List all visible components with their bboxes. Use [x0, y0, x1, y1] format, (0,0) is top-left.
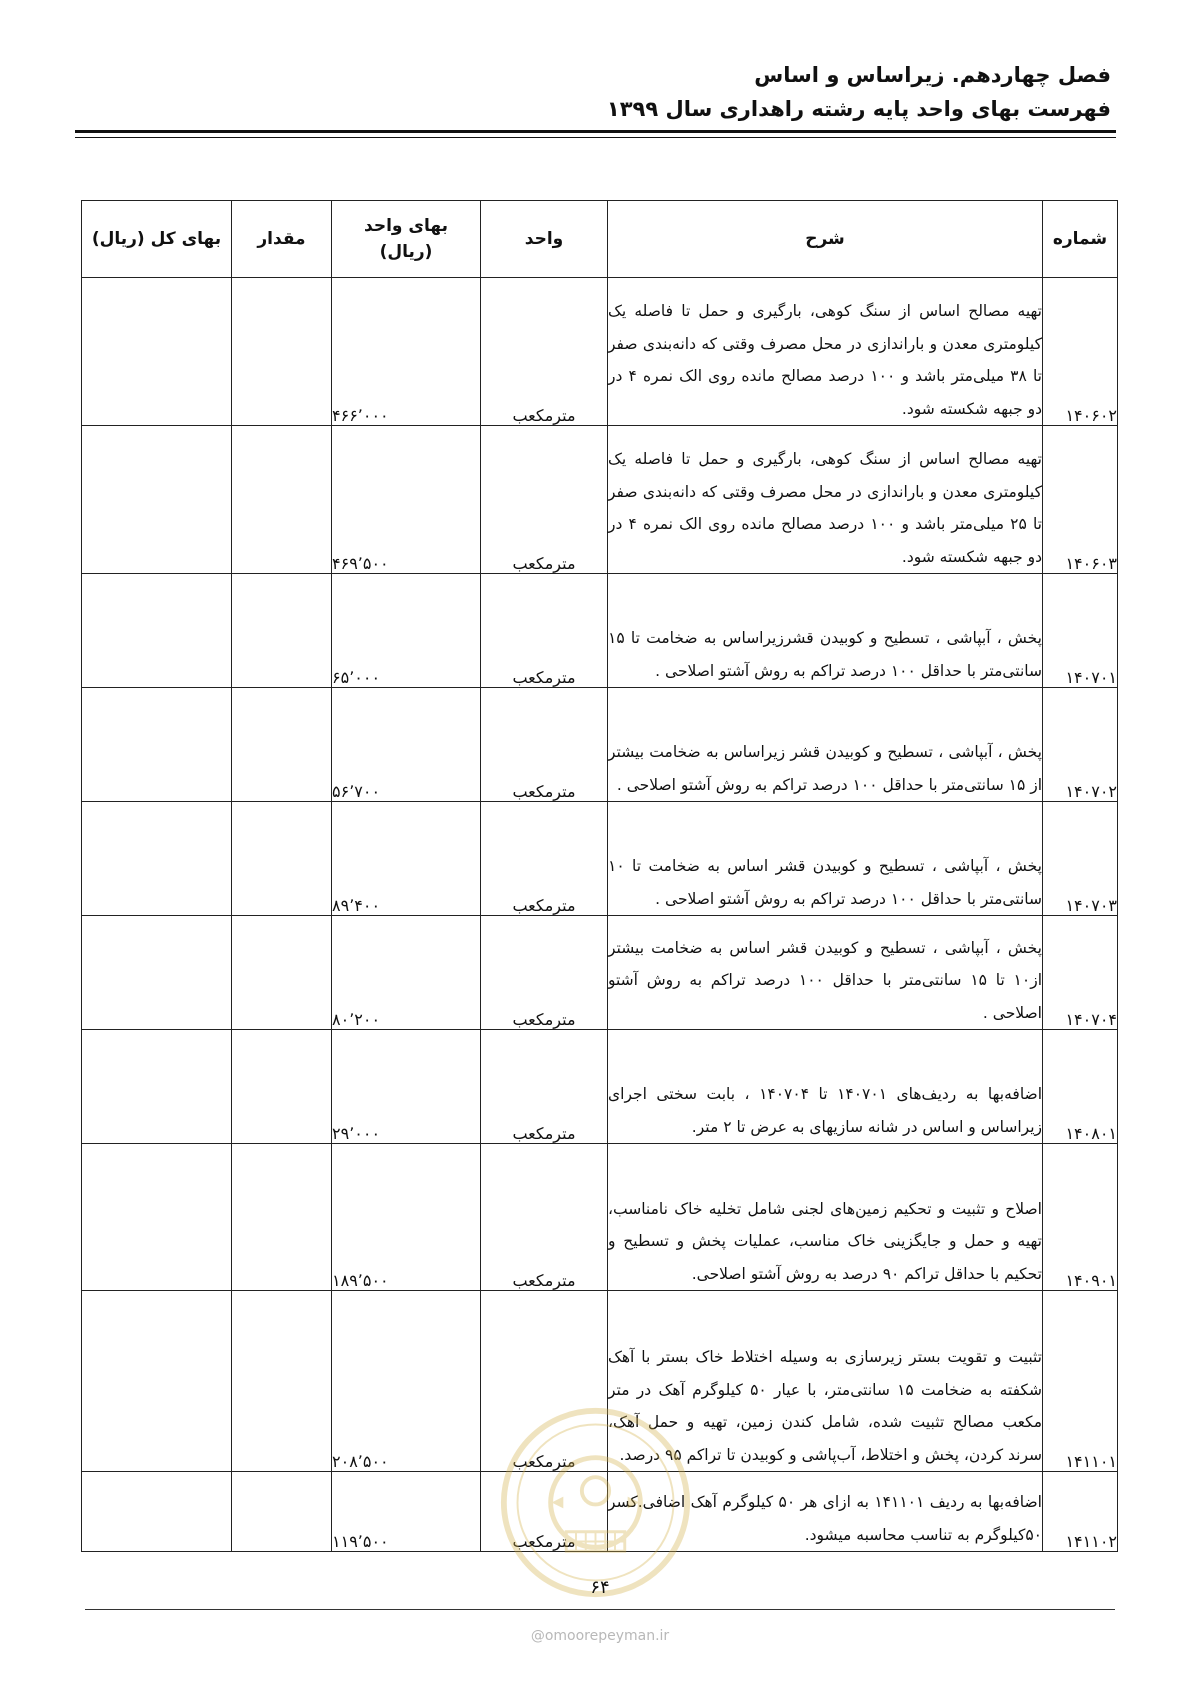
item-code: ۱۴۰۸۰۱ [1043, 1030, 1118, 1144]
document-title: فهرست بهای واحد پایه رشته راهداری سال ۱۳۹۹ [606, 97, 1111, 121]
item-unit: مترمکعب [481, 1291, 608, 1472]
item-description: تثبیت و تقویت بستر زیرسازی به وسیله اختلاط خاک بستر با آهک شکفته به ضخامت ۱۵ سانتی‌متر، با عیار ۵۰ کیلوگرم آهک در متر مکعب مصالح تثبیت شده، شامل کندن زمین، تهیه و حمل آهک، سرند کردن، پخش و اختلاط، آب‌پاشی و کوبیدن تا تراکم ۹۵ درصد. [608, 1291, 1043, 1472]
item-unit-price: ۴۶۹٬۵۰۰ [332, 426, 481, 574]
item-code: ۱۴۰۶۰۳ [1043, 426, 1118, 574]
item-unit-price: ۸۹٬۴۰۰ [332, 802, 481, 916]
item-quantity [232, 278, 332, 426]
item-total-price [82, 278, 232, 426]
item-code: ۱۴۱۱۰۲ [1043, 1472, 1118, 1552]
item-quantity [232, 1472, 332, 1552]
item-quantity [232, 574, 332, 688]
page-number: ۶۴ [590, 1577, 610, 1598]
table-row [82, 1144, 1118, 1291]
item-unit-price: ۶۵٬۰۰۰ [332, 574, 481, 688]
header-description: شرح [608, 201, 1043, 278]
item-quantity [232, 688, 332, 802]
item-unit: مترمکعب [481, 916, 608, 1030]
item-unit: مترمکعب [481, 802, 608, 916]
item-code: ۱۴۰۷۰۳ [1043, 802, 1118, 916]
price-list-table [81, 200, 1118, 1552]
website-watermark: @omoorepeyman.ir [530, 1628, 670, 1644]
header-total-price: بهای کل (ریال) [82, 201, 232, 278]
header-unit-price: بهای واحد (ریال) [332, 201, 481, 278]
item-quantity [232, 1030, 332, 1144]
item-total-price [82, 916, 232, 1030]
header-code: شماره [1043, 201, 1118, 278]
item-unit-price: ۲۰۸٬۵۰۰ [332, 1291, 481, 1472]
item-total-price [82, 1291, 232, 1472]
item-total-price [82, 688, 232, 802]
item-total-price [82, 1144, 232, 1291]
item-unit-price: ۱۱۹٬۵۰۰ [332, 1472, 481, 1552]
item-quantity [232, 1144, 332, 1291]
chapter-title: فصل چهاردهم. زیراساس و اساس [754, 63, 1111, 87]
item-quantity [232, 802, 332, 916]
header-unit: واحد [481, 201, 608, 278]
table-header-row [82, 201, 1118, 278]
table-row [82, 688, 1118, 802]
table-row [82, 802, 1118, 916]
item-description: پخش ، آبپاشی ، تسطیح و کوبیدن قشر زیراساس به ضخامت بیشتر از ۱۵ سانتی‌متر با حداقل ۱۰۰ درصد تراکم به روش آشتو اصلاحی . [608, 688, 1043, 802]
header-quantity: مقدار [232, 201, 332, 278]
item-description: پخش ، آبپاشی ، تسطیح و کوبیدن قشر اساس به ضخامت تا ۱۰ سانتی‌متر با حداقل ۱۰۰ درصد تراکم به روش آشتو اصلاحی . [608, 802, 1043, 916]
item-description: اضافه‌بها به ردیف‌های ۱۴۰۷۰۱ تا ۱۴۰۷۰۴ ، بابت سختی اجرای زیراساس و اساس در شانه سازیهای به عرض تا ۲ متر. [608, 1030, 1043, 1144]
table-row [82, 916, 1118, 1030]
item-unit: مترمکعب [481, 1144, 608, 1291]
item-code: ۱۴۰۶۰۲ [1043, 278, 1118, 426]
item-description: اصلاح و تثبیت و تحکیم زمین‌های لجنی شامل تخلیه خاک نامناسب، تهیه و حمل و جایگزینی خاک مناسب، عملیات پخش و تسطیح و تحکیم با حداقل تراکم ۹۰ درصد به روش آشتو اصلاحی. [608, 1144, 1043, 1291]
table-row [82, 1472, 1118, 1552]
item-quantity [232, 1291, 332, 1472]
item-unit-price: ۱۸۹٬۵۰۰ [332, 1144, 481, 1291]
item-unit: مترمکعب [481, 1472, 608, 1552]
item-description: اضافه‌بها به ردیف ۱۴۱۱۰۱ به ازای هر ۵۰ کیلوگرم آهک اضافی.کسر ۵۰کیلوگرم به تناسب محاسبه میشود. [608, 1472, 1043, 1552]
item-code: ۱۴۰۷۰۱ [1043, 574, 1118, 688]
item-code: ۱۴۰۷۰۴ [1043, 916, 1118, 1030]
footer-rule [85, 1609, 1115, 1610]
table-row [82, 426, 1118, 574]
item-description: پخش ، آبپاشی ، تسطیح و کوبیدن قشرزیراساس به ضخامت تا ۱۵ سانتی‌متر با حداقل ۱۰۰ درصد تراکم به روش آشتو اصلاحی . [608, 574, 1043, 688]
item-quantity [232, 426, 332, 574]
item-description: تهیه مصالح اساس از سنگ کوهی، بارگیری و حمل تا فاصله یک کیلومتری معدن و باراندازی در محل مصرف وقتی که دانه‌بندی صفر تا ۳۸ میلی‌متر باشد و ۱۰۰ درصد مصالح مانده روی الک نمره ۴ در دو جبهه شکسته شود. [608, 278, 1043, 426]
table-row [82, 1030, 1118, 1144]
item-unit: مترمکعب [481, 426, 608, 574]
item-unit-price: ۴۶۶٬۰۰۰ [332, 278, 481, 426]
item-code: ۱۴۰۷۰۲ [1043, 688, 1118, 802]
item-unit-price: ۵۶٬۷۰۰ [332, 688, 481, 802]
table-row [82, 574, 1118, 688]
item-code: ۱۴۰۹۰۱ [1043, 1144, 1118, 1291]
item-total-price [82, 1030, 232, 1144]
item-unit: مترمکعب [481, 688, 608, 802]
item-total-price [82, 574, 232, 688]
item-description: تهیه مصالح اساس از سنگ کوهی، بارگیری و حمل تا فاصله یک کیلومتری معدن و باراندازی در محل مصرف وقتی که دانه‌بندی صفر تا ۲۵ میلی‌متر باشد و ۱۰۰ درصد مصالح مانده روی الک نمره ۴ در دو جبهه شکسته شود. [608, 426, 1043, 574]
item-code: ۱۴۱۱۰۱ [1043, 1291, 1118, 1472]
header-rule-thin [75, 137, 1116, 138]
item-unit: مترمکعب [481, 278, 608, 426]
item-total-price [82, 802, 232, 916]
item-description: پخش ، آبپاشی ، تسطیح و کوبیدن قشر اساس به ضخامت بیشتر از۱۰ تا ۱۵ سانتی‌متر با حداقل ۱۰۰ درصد تراکم به روش آشتو اصلاحی . [608, 916, 1043, 1030]
table-row [82, 1291, 1118, 1472]
item-total-price [82, 426, 232, 574]
item-unit: مترمکعب [481, 1030, 608, 1144]
item-total-price [82, 1472, 232, 1552]
item-unit-price: ۸۰٬۲۰۰ [332, 916, 481, 1030]
header-rule-thick [75, 130, 1116, 133]
item-unit: مترمکعب [481, 574, 608, 688]
table-row [82, 278, 1118, 426]
item-quantity [232, 916, 332, 1030]
page-header [71, 58, 1111, 126]
item-unit-price: ۲۹٬۰۰۰ [332, 1030, 481, 1144]
